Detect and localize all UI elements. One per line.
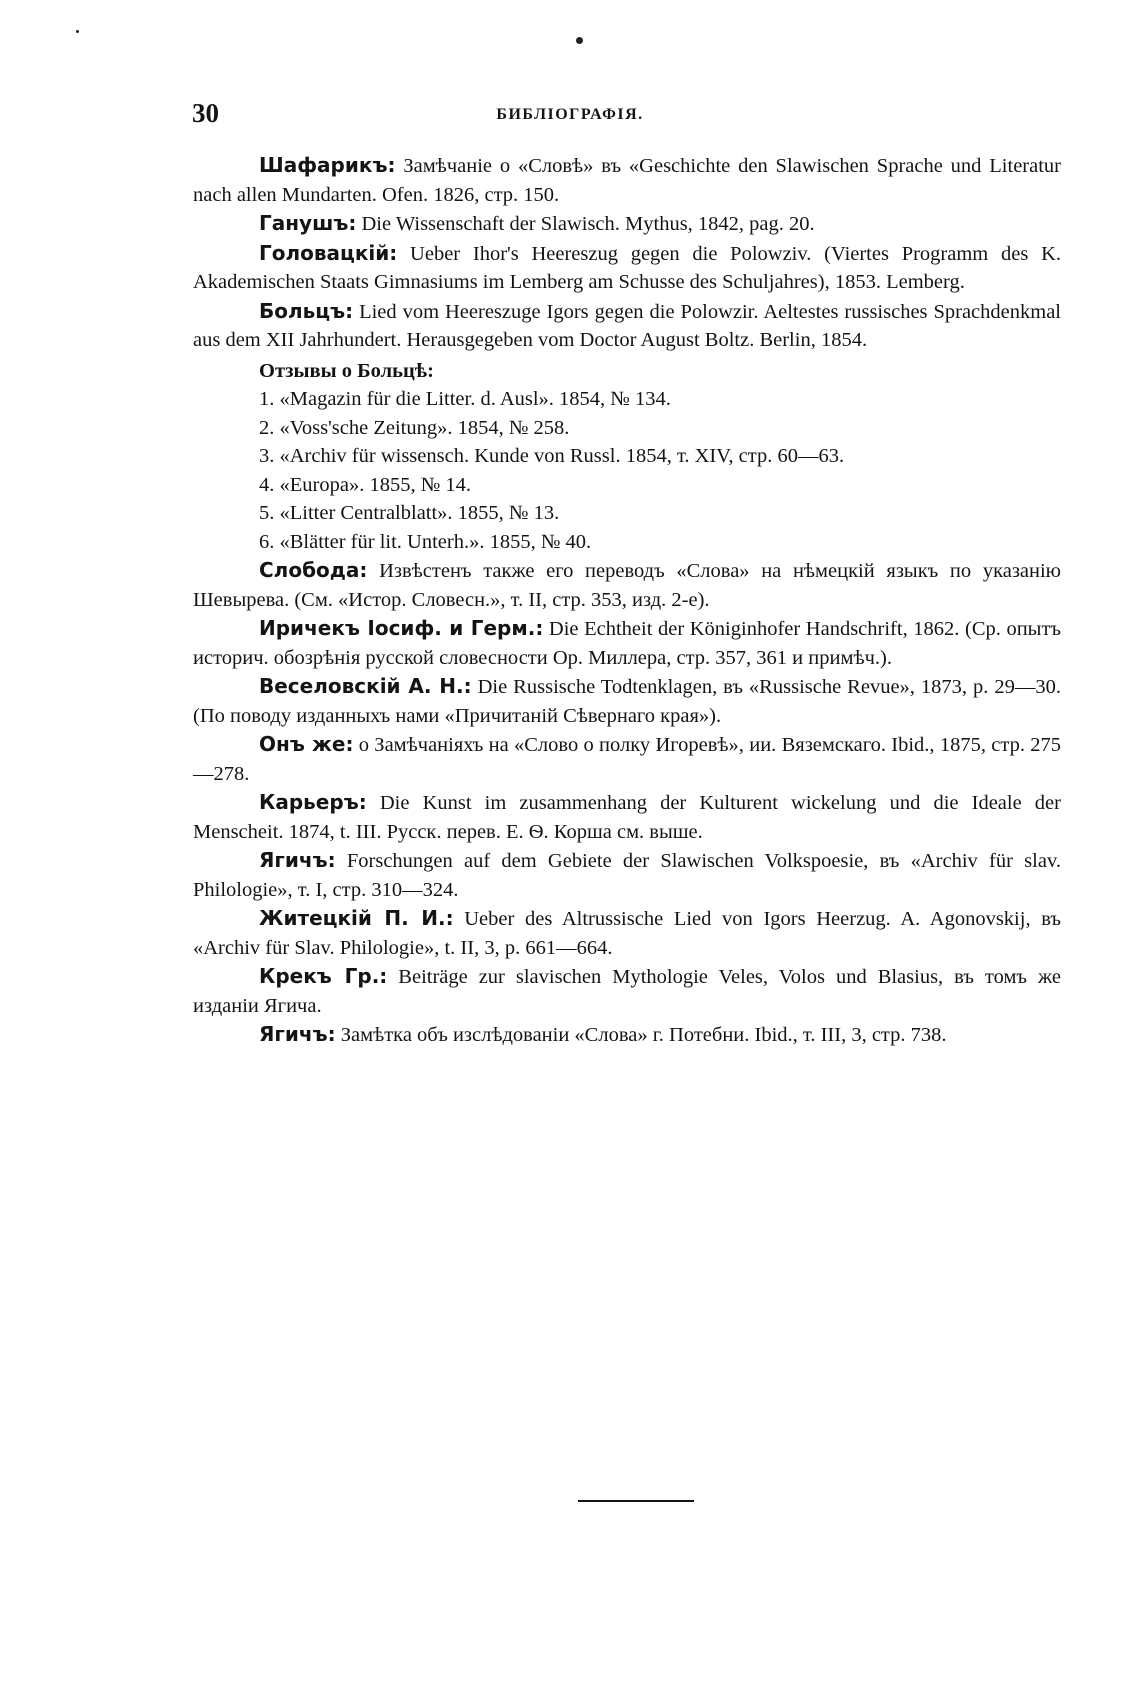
entry-text: Lied vom Heereszuge Igors gegen die Polowzir. Aeltestes russisches Sprachdenkmal aus dem XII Jahrhundert. Herausgegeben vom Doctor August Boltz. Berlin, 1854.	[193, 300, 1061, 351]
entry-author: Ягичъ:	[259, 1022, 336, 1046]
entry-text: Замѣчаніе о «Словѣ» въ «Geschichte den Slawischen Sprache und Literatur nach allen Mundarten. Ofen. 1826, стр. 150.	[193, 155, 1061, 206]
scan-speck	[576, 37, 583, 44]
bibliography-entry	[193, 730, 1061, 788]
page-number: 30	[192, 98, 219, 128]
entry-text: Die Russische Todtenklagen, въ «Russische Revue», 1873, p. 29—30. (По поводу изданныхъ нами «Причитаній Сѣвернаго края»).	[193, 676, 1061, 727]
entry-author: Ягичъ:	[259, 848, 336, 872]
bibliography-entry	[193, 788, 1061, 846]
review-item: 2. «Voss'sche Zeitung». 1854, № 258.	[259, 416, 570, 439]
entry-author: Житецкій П. И.:	[259, 906, 454, 930]
entry-text: Замѣтка объ изслѣдованіи «Слова» г. Потебни. Ibid., т. III, 3, стр. 738.	[335, 1024, 947, 1046]
review-item: 6. «Blätter für lit. Unterh.». 1855, № 40.	[259, 530, 592, 553]
entry-author: Карьеръ:	[259, 790, 367, 814]
entry-author: Крекъ Гр.:	[259, 964, 388, 988]
bibliography-entry	[193, 846, 1061, 904]
entry-text: Извѣстенъ также его переводъ «Слова» на нѣмецкій языкъ по указанію Шевырева. (См. «Истор. Словесн.», т. II, стр. 353, изд. 2-е).	[193, 560, 1061, 611]
entry-text: Forschungen auf dem Gebiete der Slawischen Volkspoesie, въ «Archiv für slav. Philologie», т. I, стр. 310—324.	[193, 850, 1061, 901]
reviews-heading: Отзывы о Больцѣ:	[259, 359, 434, 382]
running-title: БИБЛІОГРАФІЯ.	[496, 106, 644, 123]
entry-author: Шафарикъ:	[259, 153, 396, 177]
bibliography-entry	[193, 209, 1061, 239]
entry-text: о Замѣчаніяхъ на «Слово о полку Игоревѣ», ии. Вяземскаго. Ibid., 1875, стр. 275—278.	[193, 734, 1061, 785]
bibliography-entry	[193, 904, 1061, 962]
bibliography-entry	[193, 297, 1061, 355]
entry-author: Слобода:	[259, 558, 368, 582]
bibliography-entry	[193, 614, 1061, 672]
bibliography-entry	[193, 1020, 1061, 1050]
entry-author: Иричекъ Іосиф. и Герм.:	[259, 616, 544, 640]
entry-text: Ueber Ihor's Heereszug gegen die Polowziv. (Viertes Programm des K. Akademischen Staats Gimnasiums im Lemberg am Schusse des Schuljahres), 1853. Lemberg.	[193, 242, 1061, 293]
bibliography-entry	[193, 962, 1061, 1020]
entry-author: Головацкій:	[259, 240, 398, 265]
review-item: 3. «Archiv für wissensch. Kunde von Russl. 1854, т. XIV, стр. 60—63.	[259, 445, 845, 467]
entry-author: Онъ же:	[259, 732, 354, 756]
reviews-list	[193, 385, 1061, 556]
entry-text: Die Echtheit der Königinhofer Handschrift, 1862. (Ср. опытъ историч. обозрѣнія русской словесности Ор. Миллера, стр. 357, 361 и примѣч.).	[193, 618, 1062, 669]
scan-speck	[76, 30, 79, 33]
bibliography-body	[193, 151, 1061, 1050]
review-item: 4. «Europa». 1855, № 14.	[259, 473, 472, 496]
bibliography-entry	[193, 151, 1061, 209]
entry-text: Beiträge zur slavischen Mythologie Veles, Volos und Blasius, въ томъ же изданіи Ягича.	[193, 966, 1062, 1017]
entry-author: Больцъ:	[259, 298, 354, 323]
review-item: 5. «Litter Centralblatt». 1855, № 13.	[259, 502, 560, 524]
bibliography-entry	[193, 672, 1061, 730]
entry-text: Die Wissenschaft der Slawisch. Mythus, 1842, pag. 20.	[356, 213, 815, 235]
bibliography-entry	[193, 556, 1061, 614]
section-end-rule	[578, 1500, 694, 1502]
review-item: 1. «Magazin für die Litter. d. Ausl». 1854, № 134.	[259, 388, 671, 410]
entry-text: Die Kunst im zusammenhang der Kulturent wickelung und die Ideale der Menscheit. 1874, t. III. Русск. перев. Е. Ѳ. Корша см. выше.	[193, 792, 1061, 843]
entry-text: Ueber des Altrussische Lied von Igors Heerzug. A. Agonovskij, въ «Archiv für Slav. Philologie», t. II, 3, p. 661—664.	[193, 908, 1061, 959]
entry-author: Веселовскій А. Н.:	[259, 674, 472, 698]
bibliography-entry	[193, 239, 1061, 297]
entry-author: Ганушъ:	[259, 211, 357, 235]
